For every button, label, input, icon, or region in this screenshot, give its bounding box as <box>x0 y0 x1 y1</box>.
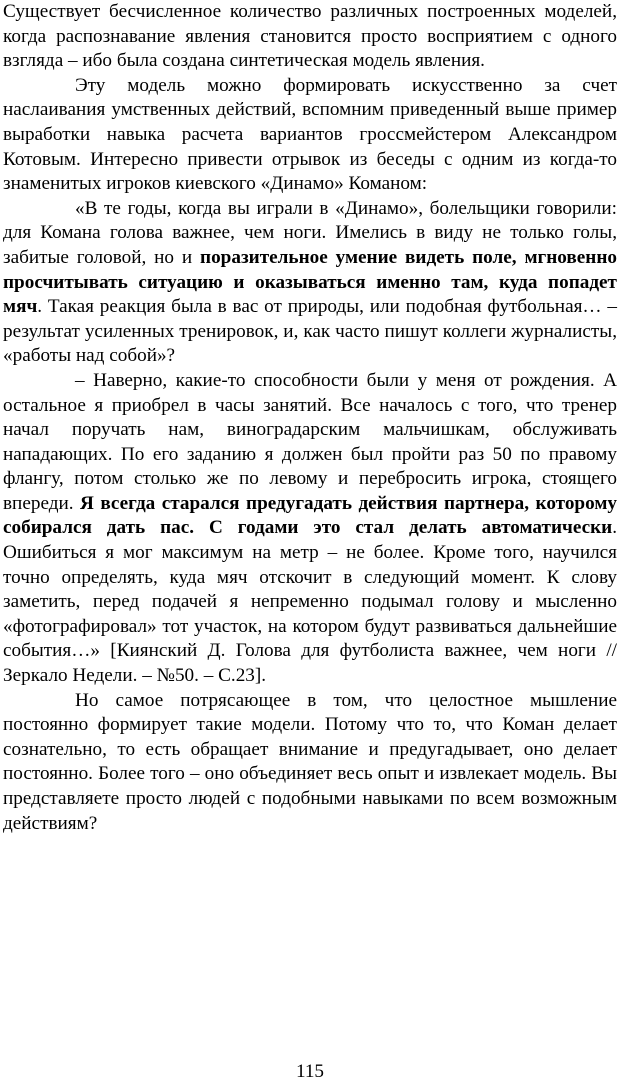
bold-emphasis: поразительное умение видеть поле, мгновенно просчитывать ситуацию и оказываться именно там, куда попадет мяч <box>3 246 617 318</box>
text-segment: Существует бесчисленное количество различных построенных моделей, когда распознавание явления становится просто восприятием с одного взгляда – ибо была создана синтетическая модель явления. <box>3 1 617 72</box>
text-segment: . Такая реакция была в вас от природы, или подобная футбольная… – результат усиленных тренировок, и, как часто пишут коллеги журналисты, «работы над собой»? <box>3 296 617 367</box>
paragraph-4-answer <box>3 369 617 689</box>
text-segment: Эту модель можно формировать искусственно за счет наслаивания умственных действий, вспомним приведенный выше пример выработки навыка расчета вариантов гроссмейстером Александром Котовым. Интересно привести отрывок из беседы с одним из когда-то знаменитых игроков киевского «Динамо» Команом: <box>3 74 617 195</box>
bold-emphasis: Я всегда старался предугадать действия партнера, которому собирался дать пас. С годами это стал делать автоматически <box>3 492 617 539</box>
body-text <box>3 0 617 836</box>
paragraph-2 <box>3 74 617 197</box>
page-number: 115 <box>295 1061 325 1082</box>
paragraph-1 <box>3 0 617 74</box>
text-segment: «В те годы, когда вы играли в «Динамо», болельщики говорили: для Комана голова важнее, чем ноги. Имелись в виду не только голы, забитые головой, но и <box>3 197 617 268</box>
paragraph-5 <box>3 689 617 837</box>
text-segment: – Наверно, какие-то способности были у меня от рождения. А остальное я приобрел в часы занятий. Все началось с того, что тренер начал поручать нам, виноградарским мальчишкам, обслуживать нападающих. По его заданию я должен был пройти раз 50 по правому флангу, потом столько же по левому и перебросить игрока, стоящего впереди. <box>3 369 617 514</box>
paragraph-3-quote <box>3 197 617 369</box>
text-segment: Но самое потрясающее в том, что целостное мышление постоянно формирует такие модели. Потому что то, что Коман делает сознательно, то есть обращает внимание и предугадывает, оно делает постоянно. Более того – оно объединяет весь опыт и извлекает модель. Вы представляете просто людей с подобными навыками по всем возможным действиям? <box>3 689 617 834</box>
text-segment: . Ошибиться я мог максимум на метр – не более. Кроме того, научился точно определять, куда мяч отскочит в следующий момент. К слову заметить, перед подачей я непременно подымал голову и мысленно «фотографировал» тот участок, на котором будут развиваться дальнейшие события…» [Киянский Д. Голова для футболиста важнее, чем ноги // Зеркало Недели. – №50. – С.23]. <box>3 517 617 687</box>
